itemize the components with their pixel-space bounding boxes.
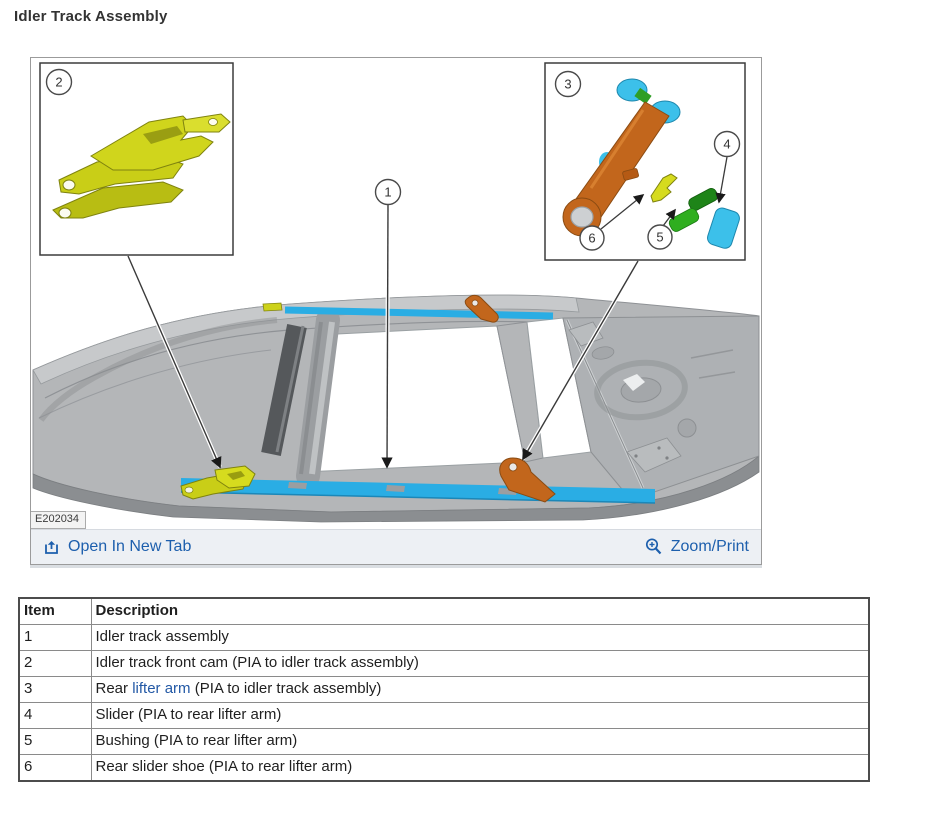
table-row	[19, 755, 869, 782]
table-row	[19, 625, 869, 651]
item-cell: 3	[19, 677, 91, 703]
page-title: Idler Track Assembly	[14, 8, 168, 25]
description-text: Idler track front cam (PIA to idler track assembly)	[95, 654, 419, 671]
table-row	[19, 651, 869, 677]
item-cell: 1	[19, 625, 91, 651]
figure-panel	[30, 57, 762, 565]
figure-footer	[31, 529, 761, 564]
svg-text:6: 6	[588, 230, 596, 246]
callout-1	[376, 180, 401, 205]
svg-text:4: 4	[723, 136, 731, 152]
lifter-arm-link[interactable]: lifter arm	[132, 680, 191, 697]
description-text: Idler track assembly	[95, 628, 229, 645]
item-cell: 4	[19, 703, 91, 729]
description-text: Rear	[95, 680, 133, 697]
svg-text:5: 5	[656, 229, 664, 245]
figure-code-label: E202034	[31, 511, 86, 529]
description-cell	[91, 703, 869, 729]
parts-table-body	[19, 625, 869, 782]
description-cell	[91, 625, 869, 651]
zoom-print-label: Zoom/Print	[670, 538, 749, 555]
description-column-header: Description	[91, 598, 869, 625]
open-in-new-tab-label: Open In New Tab	[68, 538, 192, 555]
svg-text:2: 2	[55, 74, 63, 90]
callout-4	[715, 132, 740, 157]
open-in-new-icon	[42, 538, 61, 557]
callout-3	[556, 72, 581, 97]
callout-6	[580, 226, 604, 250]
parts-table	[18, 597, 870, 782]
description-text: Slider (PIA to rear lifter arm)	[95, 706, 282, 723]
item-cell: 5	[19, 729, 91, 755]
callout-2	[47, 70, 72, 95]
table-row	[19, 677, 869, 703]
item-column-header: Item	[19, 598, 91, 625]
description-cell	[91, 755, 869, 782]
description-cell	[91, 729, 869, 755]
table-row	[19, 703, 869, 729]
item-cell: 2	[19, 651, 91, 677]
description-cell	[91, 677, 869, 703]
callout-5	[648, 225, 672, 249]
table-row	[19, 729, 869, 755]
zoom-print-link[interactable]	[644, 537, 749, 557]
roof-diagram	[31, 58, 761, 529]
magnifier-plus-icon	[644, 537, 664, 557]
description-cell	[91, 651, 869, 677]
table-header-row	[19, 598, 869, 625]
front-cam-inset-box	[40, 63, 233, 255]
open-in-new-tab-link[interactable]	[42, 538, 191, 557]
figure-area	[31, 58, 761, 529]
svg-text:1: 1	[384, 184, 392, 200]
description-text: (PIA to idler track assembly)	[190, 680, 382, 697]
description-text: Rear slider shoe (PIA to rear lifter arm)	[95, 758, 353, 775]
roof-illustration	[33, 295, 759, 522]
svg-text:3: 3	[564, 76, 572, 92]
front-cam-in-place	[263, 303, 282, 311]
description-text: Bushing (PIA to rear lifter arm)	[95, 732, 298, 749]
item-cell: 6	[19, 755, 91, 782]
